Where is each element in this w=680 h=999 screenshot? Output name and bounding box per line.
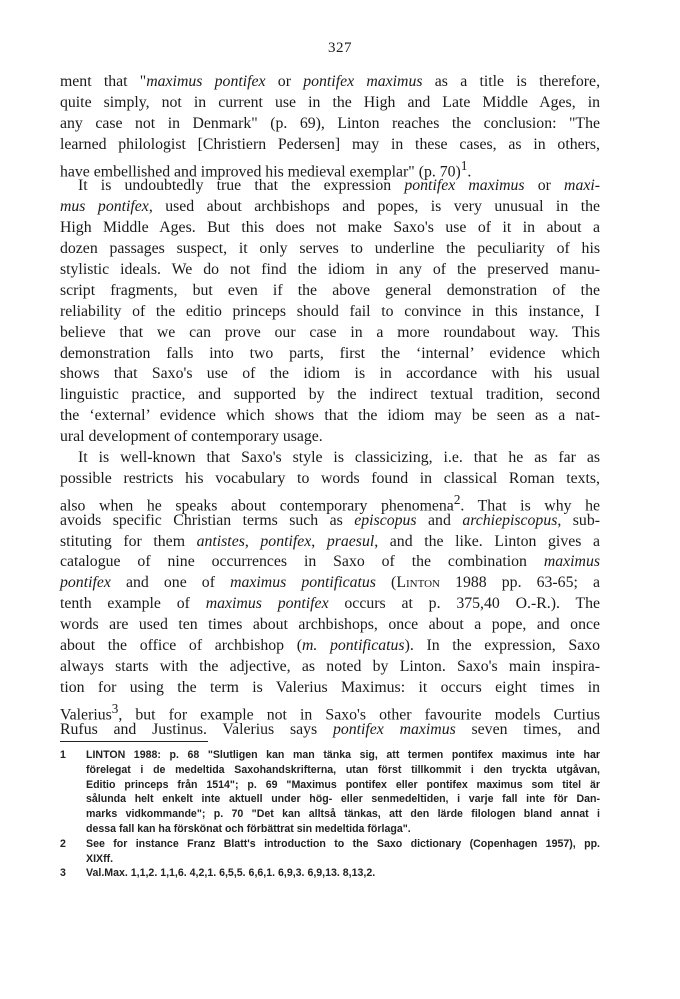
text-run: always starts with the adjective, as noted by Linton. Saxo's main inspira- [60, 657, 600, 675]
text-run: ment that " [60, 73, 147, 90]
text-line [60, 427, 600, 448]
text-line [60, 469, 600, 490]
text-run: as a title is therefore, [422, 73, 601, 90]
italic-term: praesul [326, 532, 375, 550]
footnote-number: 3 [60, 867, 66, 880]
text-line [60, 720, 600, 741]
text-run: script fragments, but even if the above general demonstration of the [60, 281, 600, 299]
text-run: tion for using the term is Valerius Maximus: it occurs eight times in [60, 678, 600, 696]
text-run: Rufus and Justinus. Valerius says [60, 720, 333, 738]
text-run: words are used ten times about archbishops, once about a pope, and once [60, 616, 600, 634]
footnote-line: förelegat i de medeltida Saxohandskrifterna, utan först tillkommit i den tryckta utgåvan, [86, 763, 600, 776]
text-run: reliability of the editio princeps should fail to convince in this instance, I [60, 302, 600, 320]
text-run: , [244, 532, 261, 550]
text-line [60, 114, 600, 135]
text-line [60, 552, 600, 573]
text-line [60, 93, 600, 114]
italic-term: maximus pontifex [205, 595, 329, 613]
text-run: occurs at p. 375,40 O.-R.). The [328, 595, 601, 613]
text-run: also when he speaks about contemporary phenomena [60, 497, 454, 515]
text-line [60, 281, 600, 302]
text-line [60, 532, 600, 553]
footnote-line: Editio princeps från 1514"; p. 69 "Maximus pontifex eller pontifex maximus som titel är [86, 778, 600, 791]
text-run: . That is why he [460, 497, 601, 515]
text-run: have embellished and improved his medieval exemplar" (p. 70) [60, 162, 461, 180]
italic-term: mus pontifex [60, 198, 149, 216]
text-run: and [416, 511, 463, 529]
text-line [60, 344, 600, 365]
italic-term: pontifex maximus [332, 720, 456, 738]
text-run: High Middle Ages. But this does not make Saxo's use of it in about a [60, 219, 600, 237]
text-run: about the office of archbishop ( [60, 637, 302, 655]
text-run: , and the like. Linton gives a [374, 532, 600, 550]
text-line [60, 511, 600, 532]
italic-term: maxi- [564, 177, 600, 195]
text-run: It is well-known that Saxo's style is classicizing, i.e. that he as far as [78, 449, 600, 467]
text-run: any case not in Denmark" (p. 69), Linton reaches the conclusion: "The [60, 114, 600, 132]
italic-term: pontifex [60, 574, 111, 592]
italic-term: pontifex maximus [303, 73, 423, 90]
italic-term: m. pontificatus [301, 637, 405, 655]
text-line [60, 573, 600, 594]
text-line [60, 448, 600, 469]
text-run: ( [375, 574, 397, 592]
text-line [60, 176, 600, 197]
text-line [60, 72, 600, 93]
text-run: It is undoubtedly true that the expression [78, 177, 405, 195]
text-run: , but for example not in Saxo's other favourite models Curtius [118, 705, 600, 723]
footnote-line: Val.Max. 1,1,2. 1,1,6. 4,2,1. 6,5,5. 6,6,1. 6,9,3. 6,9,13. 8,13,2. [86, 867, 376, 880]
text-line [60, 385, 600, 406]
text-run: seven times, and [455, 720, 600, 738]
text-line [60, 302, 600, 323]
text-run: . [467, 162, 472, 180]
text-run: stituting for them [60, 532, 197, 550]
text-line [60, 636, 600, 657]
text-line [60, 678, 600, 699]
text-run: , [311, 532, 327, 550]
italic-term: pontifex maximus [404, 177, 525, 195]
text-run: stylistic ideals. We do not find the idiom in any of the preserved manu- [60, 261, 600, 279]
text-line [60, 260, 600, 281]
text-run: or [265, 73, 304, 90]
small-caps-name: Linton [396, 574, 440, 592]
text-run: believe that we can prove our case in a more roundabout way. This [60, 323, 600, 341]
text-line [60, 197, 600, 218]
footnote [60, 866, 600, 881]
text-line [60, 323, 600, 344]
text-run: , sub- [557, 511, 600, 529]
text-run: ). In the expression, Saxo [404, 637, 600, 655]
footnote-number: 2 [60, 837, 66, 850]
footnote-line: marks vidkommande"; p. 70 "Det kan alltså tänkas, att den lärde filologen bland annat i [86, 808, 600, 821]
page-number: 327 [328, 40, 352, 56]
italic-term: episcopus [354, 511, 417, 529]
text-run: tenth example of [60, 595, 206, 613]
text-run: dozen passages suspect, it only serves to underline the peculiarity of his [60, 240, 600, 258]
footnote-marker: 3 [111, 700, 119, 716]
italic-term: antistes [196, 532, 245, 550]
text-run: and one of [110, 574, 231, 592]
body-text [60, 72, 600, 741]
italic-term: maximus pontifex [146, 73, 266, 90]
footnote [60, 748, 600, 837]
text-run: demonstration falls into two parts, first the ‘internal’ evidence which [60, 344, 600, 362]
text-run: quite simply, not in current use in the High and Late Middle Ages, in [60, 93, 600, 111]
text-line [60, 490, 601, 515]
text-run: catalogue of nine occurrences in Saxo of the combination [60, 553, 544, 571]
footnote-line: See for instance Franz Blatt's introduction to the Saxo dictionary (Copenhagen 1957), pp. [86, 837, 600, 850]
text-line [60, 218, 600, 239]
footnote-marker: 1 [460, 157, 468, 173]
text-run: Valerius [60, 705, 112, 723]
text-line [60, 135, 600, 156]
footnote-line: dessa fall kan ha förskönat och förbättrat sin medeltida förlaga". [86, 822, 411, 835]
footnote-line: LINTON 1988: p. 68 "Slutligen kan man tänka sig, att termen pontifex maximus inte har [86, 749, 600, 761]
text-line [60, 657, 600, 678]
footnote-number: 1 [60, 749, 66, 761]
text-run: linguistic practice, and supported by the indirect textual tradition, second [60, 386, 600, 404]
text-line [60, 615, 600, 636]
text-line [60, 406, 600, 427]
text-run: shows that Saxo's use of the idiom is in accordance with his usual [60, 365, 600, 383]
text-run: , used about archbishops and popes, is very unusual in the [148, 198, 600, 216]
footnote-rule [60, 741, 208, 742]
italic-term: archiepiscopus [462, 511, 558, 529]
text-line [60, 594, 600, 615]
text-line [60, 699, 600, 723]
text-run: or [524, 177, 565, 195]
italic-term: maximus [543, 553, 600, 571]
italic-term: maximus pontificatus [230, 574, 376, 592]
footnote-line: XIXff. [86, 852, 114, 865]
text-run: avoids specific Christian terms such as [60, 511, 355, 529]
text-line [60, 239, 600, 260]
text-run: learned philologist [Christiern Pedersen] may in these cases, as in others, [60, 135, 600, 153]
italic-term: pontifex [260, 532, 312, 550]
text-line [60, 156, 600, 180]
text-run: possible restricts his vocabulary to words found in classical Roman texts, [60, 469, 600, 487]
text-line [60, 364, 600, 385]
text-run: 1988 pp. 63-65; a [439, 574, 600, 592]
text-run: ural development of contemporary usage. [60, 428, 323, 446]
footnotes [60, 748, 600, 881]
footnote-line: sålunda helt enkelt inte aktuell under hög- eller senmedeltiden, i varje fall inte för Dan- [86, 793, 600, 806]
footnote-marker: 2 [453, 491, 461, 507]
footnote [60, 837, 600, 867]
text-run: the ‘external’ evidence which shows that the idiom may be seen as a nat- [60, 407, 600, 425]
